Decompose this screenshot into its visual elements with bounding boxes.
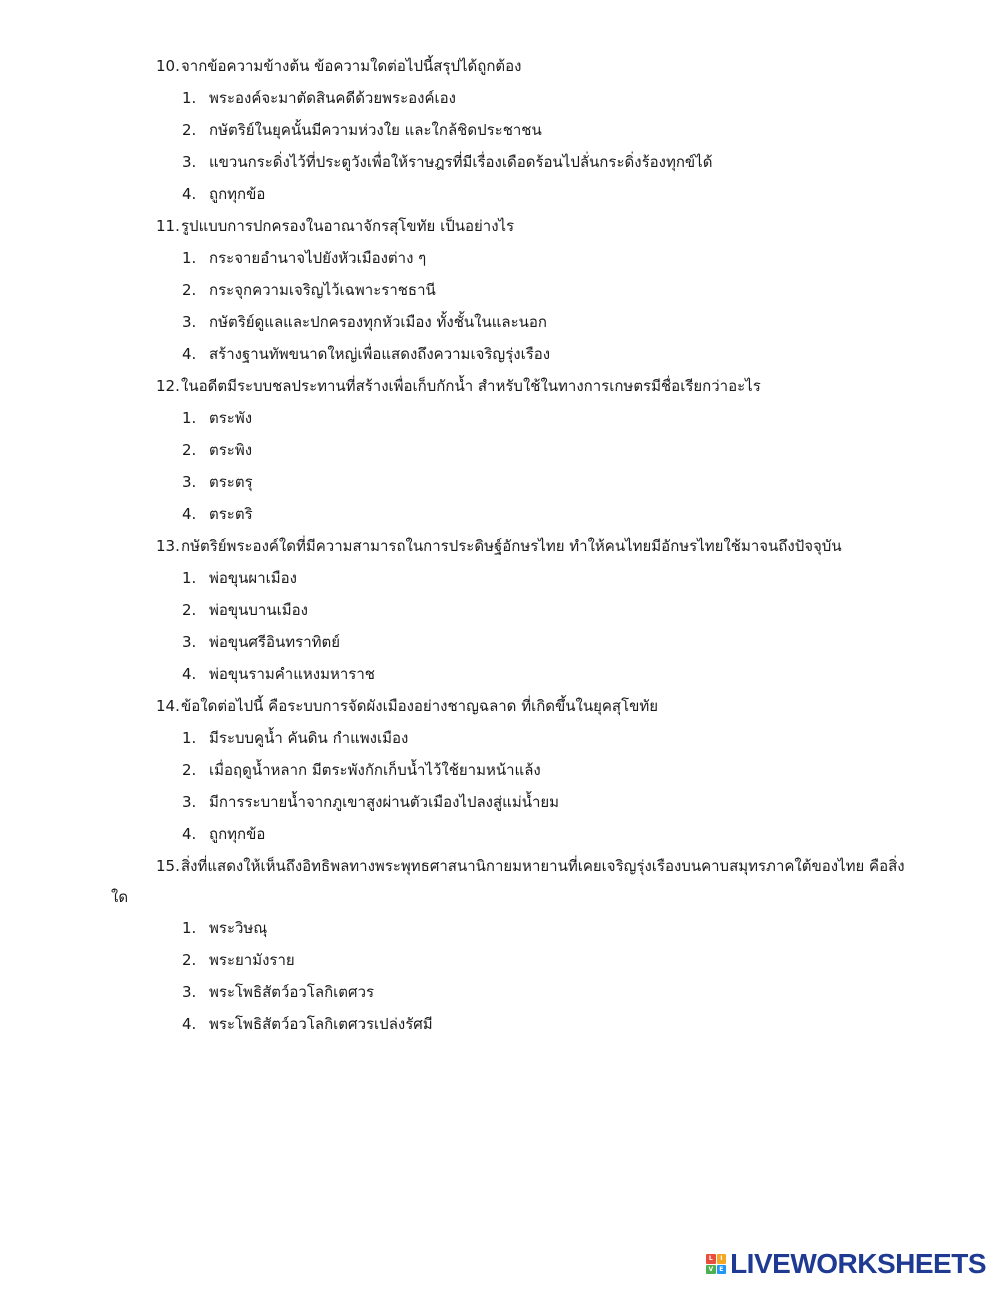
option-text: พ่อขุนรามคำแหงมหาราช <box>209 665 375 683</box>
option-text: พ่อขุนศรีอินทราทิตย์ <box>209 633 341 651</box>
option[interactable] <box>0 562 1000 594</box>
question-text: ข้อใดต่อไปนี้ คือระบบการจัดผังเมืองอย่างชาญฉลาด ที่เกิดขึ้นในยุคสุโขทัย <box>181 697 659 715</box>
question-10-line <box>0 50 1000 82</box>
option[interactable] <box>0 82 1000 114</box>
question-15-line <box>0 850 1000 882</box>
option-text: พระโพธิสัตว์อวโลกิเตศวร <box>209 983 375 1001</box>
option-text: มีการระบายน้ำจากภูเขาสูงผ่านตัวเมืองไปลงสู่แม่น้ำยม <box>209 793 560 811</box>
option[interactable] <box>0 242 1000 274</box>
option[interactable] <box>0 976 1000 1008</box>
logo-text: LIVEWORKSHEETS <box>730 1248 986 1279</box>
option-text: ตระตรุ <box>209 473 253 491</box>
option-number: 2. <box>182 761 197 779</box>
option-number: 4. <box>182 505 197 523</box>
option-number: 4. <box>182 185 197 203</box>
option-number: 2. <box>182 121 197 139</box>
option[interactable] <box>0 594 1000 626</box>
question-14 <box>0 690 1000 850</box>
question-12 <box>0 370 1000 530</box>
option[interactable] <box>0 498 1000 530</box>
option-number: 4. <box>182 345 197 363</box>
option-number: 2. <box>182 281 197 299</box>
option-number: 3. <box>182 793 197 811</box>
question-number: 15. <box>156 857 180 875</box>
option-number: 1. <box>182 409 197 427</box>
question-13 <box>0 530 1000 690</box>
option-text: ถูกทุกข้อ <box>209 825 266 843</box>
option[interactable] <box>0 722 1000 754</box>
option[interactable] <box>0 338 1000 370</box>
logo-mark-letter: V <box>706 1265 716 1275</box>
option-text: กษัตริย์ในยุคนั้นมีความห่วงใย และใกล้ชิดประชาชน <box>209 121 542 139</box>
logo-mark-letter: I <box>717 1254 727 1264</box>
option-number: 4. <box>182 665 197 683</box>
option-text: แขวนกระดิ่งไว้ที่ประตูวังเพื่อให้ราษฎรที่มีเรื่องเดือดร้อนไปลั่นกระดิ่งร้องทุกข์ได้ <box>209 153 713 171</box>
question-15 <box>0 850 1000 1040</box>
option[interactable] <box>0 402 1000 434</box>
option-text: กระจายอำนาจไปยังหัวเมืองต่าง ๆ <box>209 249 427 267</box>
option[interactable] <box>0 944 1000 976</box>
option-number: 2. <box>182 951 197 969</box>
option[interactable] <box>0 306 1000 338</box>
option-text: ตระพัง <box>209 409 253 427</box>
question-13-line <box>0 530 1000 562</box>
option-text: กระจุกความเจริญไว้เฉพาะราชธานี <box>209 281 436 299</box>
question-text: กษัตริย์พระองค์ใดที่มีความสามารถในการประดิษฐ์อักษรไทย ทำให้คนไทยมีอักษรไทยใช้มาจนถึงปัจจุบัน <box>181 537 842 555</box>
option-text: พระโพธิสัตว์อวโลกิเตศวรเปล่งรัศมี <box>209 1015 433 1033</box>
option[interactable] <box>0 626 1000 658</box>
question-text: ในอดีตมีระบบชลประทานที่สร้างเพื่อเก็บกักน้ำ สำหรับใช้ในทางการเกษตรมีชื่อเรียกว่าอะไร <box>181 377 761 395</box>
option[interactable] <box>0 1008 1000 1040</box>
logo-mark-letter: E <box>717 1265 727 1275</box>
question-number: 10. <box>156 57 180 75</box>
option-number: 3. <box>182 633 197 651</box>
option-number: 4. <box>182 825 197 843</box>
question-number: 14. <box>156 697 180 715</box>
option-text: พ่อขุนบานเมือง <box>209 601 308 619</box>
option-number: 1. <box>182 729 197 747</box>
option-number: 3. <box>182 153 197 171</box>
question-number: 12. <box>156 377 180 395</box>
option-text: สร้างฐานทัพขนาดใหญ่เพื่อแสดงถึงความเจริญรุ่งเรือง <box>209 345 551 363</box>
option[interactable] <box>0 178 1000 210</box>
question-text: สิ่งที่แสดงให้เห็นถึงอิทธิพลทางพระพุทธศาสนานิกายมหายานที่เคยเจริญรุ่งเรืองบนคาบสมุทรภาคใต้ของไทย คือสิ่ง <box>181 857 905 875</box>
option-text: ถูกทุกข้อ <box>209 185 266 203</box>
option-text: พระองค์จะมาตัดสินคดีด้วยพระองค์เอง <box>209 89 456 107</box>
option[interactable] <box>0 658 1000 690</box>
question-text: จากข้อความข้างต้น ข้อความใดต่อไปนี้สรุปได้ถูกต้อง <box>181 57 522 75</box>
option[interactable] <box>0 818 1000 850</box>
option-text: ตระพิง <box>209 441 253 459</box>
question-12-line <box>0 370 1000 402</box>
option[interactable] <box>0 114 1000 146</box>
option-text: ตระตริ <box>209 505 253 523</box>
option[interactable] <box>0 434 1000 466</box>
option-number: 2. <box>182 601 197 619</box>
option-text: พระยามังราย <box>209 951 295 969</box>
option-number: 3. <box>182 313 197 331</box>
liveworksheets-logo[interactable] <box>706 1248 986 1280</box>
option-number: 1. <box>182 569 197 587</box>
question-14-line <box>0 690 1000 722</box>
worksheet <box>0 50 1000 1040</box>
option[interactable] <box>0 912 1000 944</box>
option-number: 2. <box>182 441 197 459</box>
question-number: 13. <box>156 537 180 555</box>
option-text: พ่อขุนผาเมือง <box>209 569 297 587</box>
option-number: 1. <box>182 919 197 937</box>
option[interactable] <box>0 146 1000 178</box>
option-number: 1. <box>182 89 197 107</box>
question-11-line <box>0 210 1000 242</box>
question-number: 11. <box>156 217 180 235</box>
option-number: 1. <box>182 249 197 267</box>
option[interactable] <box>0 274 1000 306</box>
option[interactable] <box>0 786 1000 818</box>
question-text: รูปแบบการปกครองในอาณาจักรสุโขทัย เป็นอย่างไร <box>181 217 515 235</box>
liveworksheets-logo-icon <box>706 1254 726 1274</box>
logo-mark-letter: L <box>706 1254 716 1264</box>
option[interactable] <box>0 466 1000 498</box>
question-text-continuation: ใด <box>111 888 129 906</box>
option-number: 4. <box>182 1015 197 1033</box>
option-text: มีระบบคูน้ำ คันดิน กำแพงเมือง <box>209 729 409 747</box>
option[interactable] <box>0 754 1000 786</box>
option-number: 3. <box>182 983 197 1001</box>
question-11 <box>0 210 1000 370</box>
option-number: 3. <box>182 473 197 491</box>
question-10 <box>0 50 1000 210</box>
option-text: เมื่อฤดูน้ำหลาก มีตระพังกักเก็บน้ำไว้ใช้ยามหน้าแล้ง <box>209 761 541 779</box>
option-text: กษัตริย์ดูแลและปกครองทุกหัวเมือง ทั้งชั้นในและนอก <box>209 313 547 331</box>
option-text: พระวิษณุ <box>209 919 268 937</box>
